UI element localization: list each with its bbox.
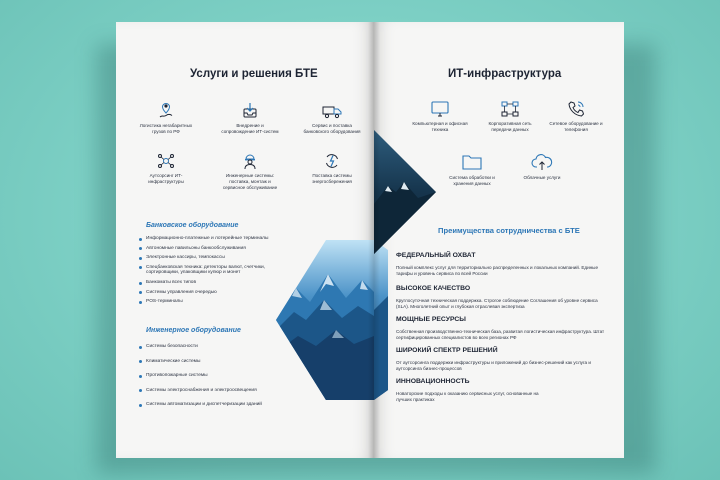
brochure-fold bbox=[368, 22, 380, 458]
mountain-diamond-image bbox=[374, 130, 436, 254]
advantages-title: Преимущества сотрудничества с БТЕ bbox=[438, 226, 580, 235]
advantage-heading: ВЫСОКОЕ КАЧЕСТВО bbox=[396, 285, 471, 292]
list-item: POS-терминалы bbox=[138, 299, 298, 305]
inbox-download-icon bbox=[241, 102, 259, 120]
phone-icon bbox=[567, 100, 585, 118]
mountain-hexagon-image bbox=[276, 240, 374, 400]
list-item: Системы безопасности bbox=[138, 344, 308, 350]
list-item: Системы управления очередью bbox=[138, 290, 298, 296]
service-label: Аутсорсинг ИТ-инфраструктуры bbox=[148, 173, 184, 184]
service-label: Корпоративная сеть передачи данных bbox=[488, 121, 532, 132]
bank-section-title: Банковское оборудование bbox=[146, 222, 239, 229]
folder-icon bbox=[461, 152, 483, 172]
service-label: Система обработки и хранения данных bbox=[449, 175, 495, 186]
advantage-heading: МОЩНЫЕ РЕСУРСЫ bbox=[396, 316, 466, 323]
advantage-text: Новаторские подходы к оказанию сервисных услуг, основанные на лучших практиках bbox=[396, 391, 539, 402]
engineering-section-title: Инженерное оборудование bbox=[146, 327, 241, 334]
list-item: Системы автоматизации и диспетчеризации зданий bbox=[138, 402, 308, 408]
advantage-text: Полный комплекс услуг для территориально распределенных и локальных компаний. Единые тарифы и уровень сервиса по всей России bbox=[396, 265, 599, 276]
service-logistics bbox=[136, 102, 196, 135]
service-label: Поставка системы энергосбережения bbox=[312, 173, 352, 184]
advantage-heading: ШИРОКИЙ СПЕКТР РЕШЕНИЙ bbox=[396, 347, 498, 354]
service-label: Логистика негабаритных грузов по РФ bbox=[139, 123, 193, 134]
service-cloud bbox=[512, 152, 572, 181]
truck-icon bbox=[321, 102, 343, 120]
advantage-heading: ИННОВАЦИОННОСТЬ bbox=[396, 378, 470, 385]
advantage-heading: ФЕДЕРАЛЬНЫЙ ОХВАТ bbox=[396, 252, 476, 259]
service-bank-equipment bbox=[302, 102, 362, 135]
service-label: Компьютерная и офисная техника bbox=[412, 121, 468, 132]
advantage-text: Круглосуточная техническая поддержка. Строгое соблюдение Соглашения об уровне сервиса (SLA). Многолетний опыт и глубокая отраслевая экспертиза bbox=[396, 298, 598, 309]
location-pin-icon bbox=[157, 102, 175, 120]
list-item: Системы электроснабжения и электроосвещения bbox=[138, 388, 308, 394]
list-item: Климатические системы bbox=[138, 359, 308, 365]
service-data-storage bbox=[442, 152, 502, 187]
service-telephony bbox=[546, 100, 606, 133]
service-it-outsourcing bbox=[136, 152, 196, 185]
list-item: Спецбанковская техника: детекторы валют, счетчики, сортировщики, упаковщики купюр и монет bbox=[138, 265, 296, 276]
list-item: Электронные кассиры, темпокассы bbox=[138, 255, 298, 261]
service-label: Внедрение и сопровождение ИТ-систем bbox=[221, 123, 279, 134]
service-label: Инженерные системы: поставка, монтаж и сервисное обслуживание bbox=[222, 173, 278, 190]
cloud-upload-icon bbox=[531, 152, 553, 172]
advantage-text: От аутсорсинга поддержки инфраструктуры и приложений до бизнес-решений как услуга и аутсорсинга бизнес-процессов bbox=[396, 360, 591, 371]
service-computers bbox=[410, 100, 470, 133]
service-label: Сервис и поставка банковского оборудования bbox=[303, 123, 361, 134]
list-item: Банкоматы всех типов bbox=[138, 280, 298, 286]
list-item: Автономные павильоны банкообслуживания bbox=[138, 246, 298, 252]
structured-cabling-icon bbox=[500, 100, 520, 118]
network-nodes-icon bbox=[157, 152, 175, 170]
left-page bbox=[116, 22, 374, 458]
left-page-title: Услуги и решения БТЕ bbox=[190, 68, 318, 80]
advantage-text: Собственная производственно-техническая база, развитая логистическая инфраструктура. Штат сертифицированных специалистов во всех регионах РФ bbox=[396, 329, 605, 340]
service-engineering bbox=[220, 152, 280, 190]
list-item: Информационно-платежные и лотерейные терминалы bbox=[138, 236, 298, 242]
monitor-icon bbox=[430, 100, 450, 118]
right-page bbox=[374, 22, 624, 458]
service-label: Сетевое оборудование и телефония bbox=[549, 121, 603, 132]
service-label: Облачные услуги bbox=[523, 175, 561, 180]
right-page-title: ИТ-инфраструктура bbox=[448, 68, 562, 80]
service-it-systems bbox=[220, 102, 280, 135]
engineer-icon bbox=[241, 152, 259, 170]
list-item: Противопожарные системы bbox=[138, 373, 308, 379]
service-energy-saving bbox=[302, 152, 362, 185]
energy-cycle-icon bbox=[323, 152, 341, 170]
bank-equipment-list bbox=[138, 236, 298, 305]
service-corporate-network bbox=[480, 100, 540, 133]
